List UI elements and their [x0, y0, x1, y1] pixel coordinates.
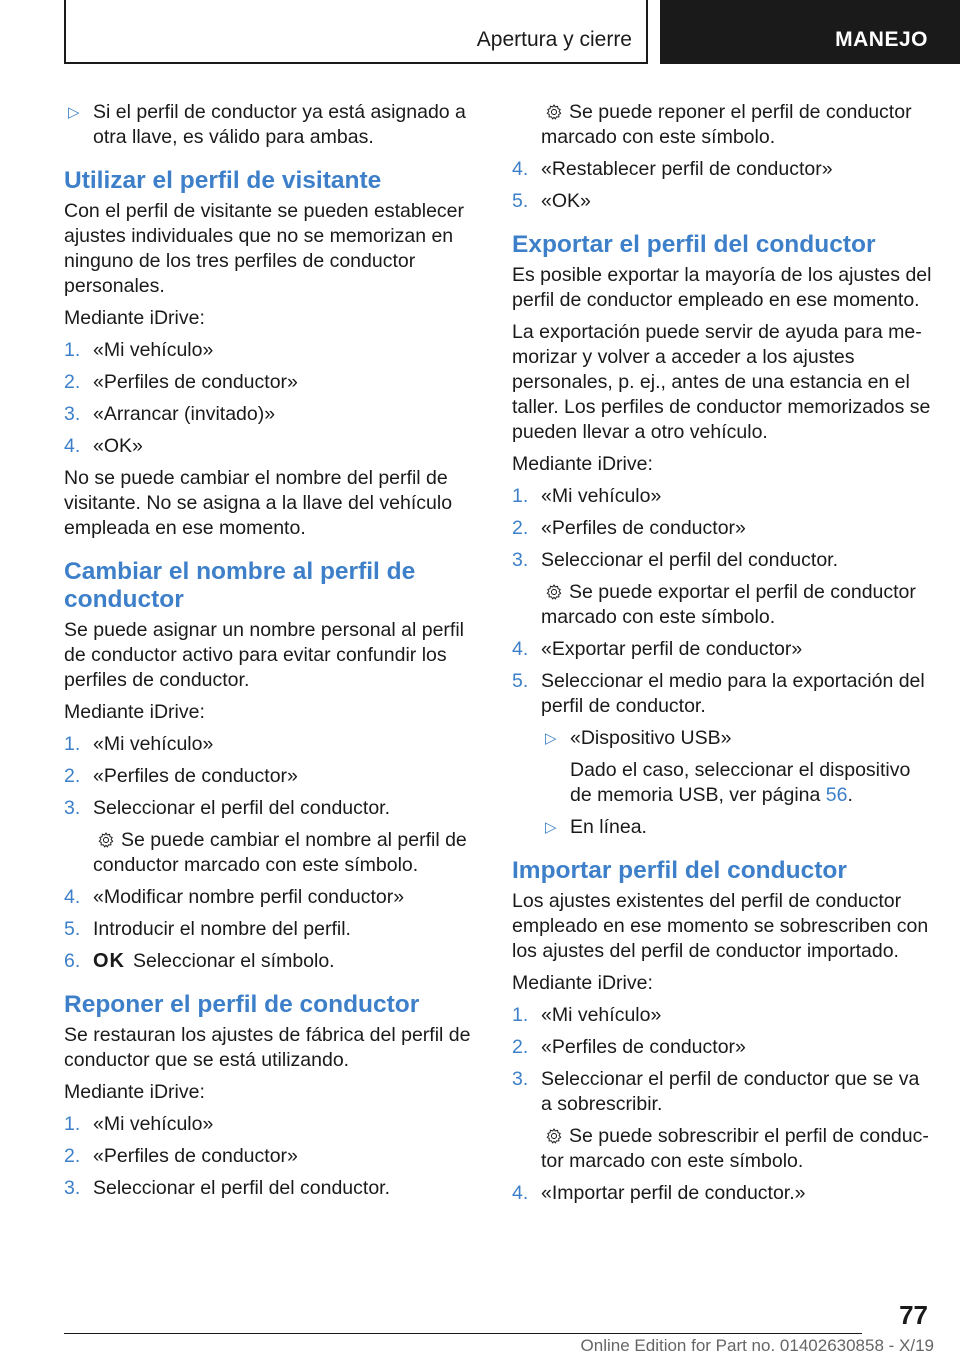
page-number: 77 — [899, 1300, 928, 1330]
paragraph: Mediante iDrive: — [512, 453, 653, 475]
paragraph: No se puede cambiar el nombre del perfil de visitante. No se asigna a la llave del vehículo empleada en ese momento. — [64, 467, 453, 539]
list-item: 1. «Mi vehículo» — [512, 1004, 662, 1026]
page-header — [64, 0, 960, 66]
symbol-note: Se puede cambiar el nombre al perfil de conductor marcado con este símbolo. — [93, 829, 467, 876]
gear-icon — [545, 1127, 563, 1145]
section-heading-reset: Reponer el perfil de conductor — [64, 991, 420, 1018]
paragraph: Con el perfil de visitante se pueden establecer ajustes individuales que no se memorizan en ninguno de los tres perfiles de conductor personales. — [64, 200, 464, 297]
symbol-note: Se puede sobrescribir el perfil de conductor marcado con este símbolo. — [541, 1125, 929, 1172]
list-item: 2. «Perfiles de conductor» — [64, 765, 298, 787]
section-heading-visitor: Utilizar el perfil de visitante — [64, 167, 382, 194]
list-item: 2. «Perfiles de conductor» — [512, 1036, 746, 1058]
gear-icon — [97, 831, 115, 849]
paragraph: Se restauran los ajustes de fábrica del perfil de conductor que se está utilizando. — [64, 1024, 471, 1071]
paragraph: Los ajustes existentes del perfil de conductor empleado en ese momento se sobrescriben con los ajustes del perfil de conductor importado. — [512, 890, 929, 962]
list-item: 3. Seleccionar el perfil del conductor. — [64, 797, 391, 819]
gear-icon — [545, 103, 563, 121]
list-item: 3. Seleccionar el perfil del conductor. — [512, 549, 839, 571]
list-item: ▷ Si el perfil de conductor ya está asignado a otra llave, es válido para ambas. — [68, 101, 466, 148]
bullet-arrow-icon: ▷ — [545, 730, 557, 747]
section-tab — [64, 0, 648, 64]
sub-list-note: Dado el caso, seleccionar el dispositivo de memoria USB, ver página 56. — [570, 759, 911, 806]
bullet-arrow-icon: ▷ — [545, 819, 557, 836]
list-item: 1. «Mi vehículo» — [64, 339, 214, 361]
list-item: 4. «Importar perfil de conductor.» — [512, 1182, 806, 1204]
list-item: 1. «Mi vehículo» — [64, 1113, 214, 1135]
list-item: 5. «OK» — [512, 190, 591, 212]
list-item: 5. Seleccionar el medio para la exportación del perfil de conductor. — [512, 670, 925, 717]
left-column — [64, 100, 482, 1208]
paragraph: Mediante iDrive: — [64, 701, 205, 723]
paragraph: Mediante iDrive: — [64, 1081, 205, 1103]
list-item: 4. «Restablecer perfil de conductor» — [512, 158, 833, 180]
footer-text: Online Edition for Part no. 01402630858 - X/19 — [580, 1336, 934, 1355]
paragraph: Se puede asignar un nombre personal al perfil de conductor activo para evitar confundir los perfiles de conductor. — [64, 619, 465, 691]
paragraph: La exportación puede servir de ayuda para memorizar y volver a acceder a los ajustes personales, p. ej., antes de una estancia en el taller. Los perfiles de conductor memorizados se pueden llevar a otro vehículo. — [512, 321, 931, 443]
list-item: 2. «Perfiles de conductor» — [64, 371, 298, 393]
list-item: 2. «Perfiles de conductor» — [512, 517, 746, 539]
chapter-title: MANEJO — [835, 28, 928, 51]
footer-divider — [64, 1333, 862, 1334]
list-item: 5. Introducir el nombre del perfil. — [64, 918, 351, 940]
paragraph: Es posible exportar la mayoría de los ajustes del perfil de conductor empleado en ese momento. — [512, 264, 932, 311]
page-link[interactable]: 56 — [825, 784, 848, 806]
symbol-note: Se puede exportar el perfil de conductor marcado con este símbolo. — [541, 581, 916, 628]
right-column — [512, 100, 932, 1213]
chapter-tab — [660, 0, 960, 64]
section-heading-rename: Cambiar el nombre al perfil de conductor — [64, 558, 416, 613]
paragraph: Mediante iDrive: — [512, 972, 653, 994]
section-title: Apertura y cierre — [476, 28, 632, 51]
bullet-arrow-icon: ▷ — [68, 104, 80, 121]
symbol-note: Se puede reponer el perfil de conductor marcado con este símbolo. — [541, 101, 912, 148]
section-heading-export: Exportar el perfil del conductor — [512, 231, 876, 258]
sub-list-item: ▷ En línea. — [545, 816, 647, 838]
ok-icon: OK — [93, 950, 125, 972]
list-item: 3. Seleccionar el perfil de conductor que se va a sobrescribir. — [512, 1068, 920, 1115]
list-item: 1. «Mi vehículo» — [64, 733, 214, 755]
list-item: 4. «Modificar nombre perfil conductor» — [64, 886, 405, 908]
list-item: 3. «Arrancar (invitado)» — [64, 403, 276, 425]
paragraph: Mediante iDrive: — [64, 307, 205, 329]
list-item: 4. «Exportar perfil de conductor» — [512, 638, 803, 660]
section-heading-import: Importar perfil del conductor — [512, 857, 847, 884]
gear-icon — [545, 583, 563, 601]
sub-list-item: ▷ «Dispositivo USB» — [545, 727, 732, 749]
list-item: 1. «Mi vehículo» — [512, 485, 662, 507]
list-item: 2. «Perfiles de conductor» — [64, 1145, 298, 1167]
list-item: 4. «OK» — [64, 435, 143, 457]
list-item: 3. Seleccionar el perfil del conductor. — [64, 1177, 391, 1199]
list-item: 6. OK Seleccionar el símbolo. — [64, 950, 335, 972]
